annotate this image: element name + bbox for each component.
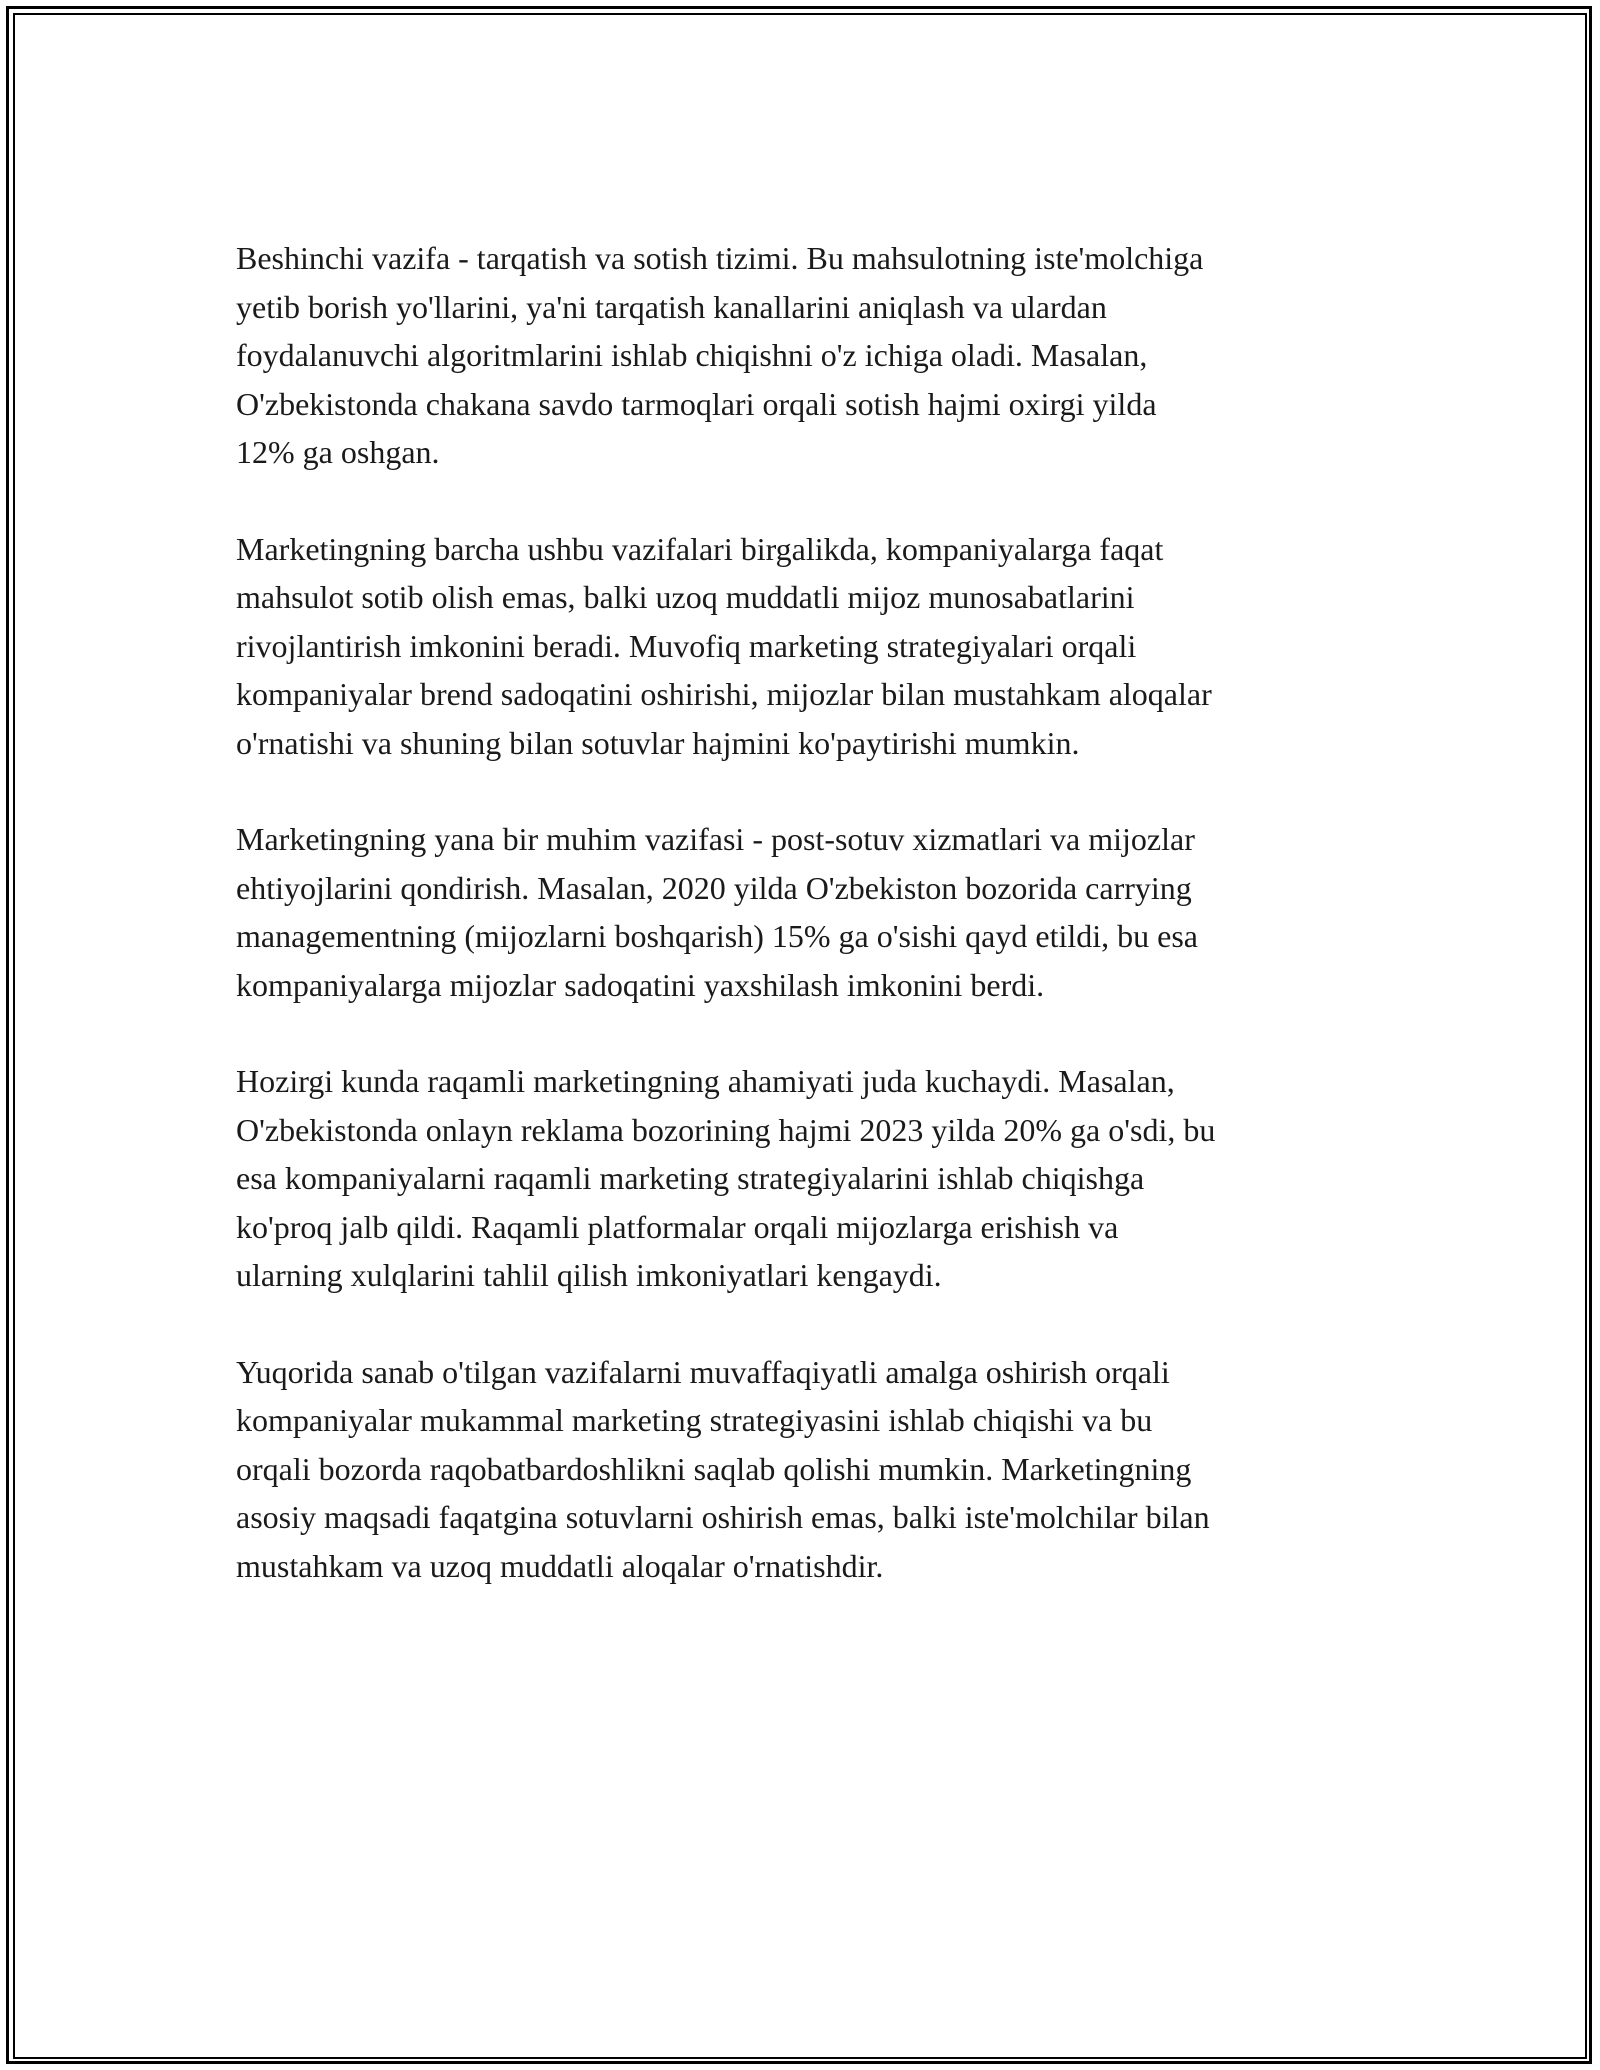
text-line: o'rnatishi va shuning bilan sotuvlar hajmini ko'paytirishi mumkin. (236, 724, 1080, 761)
paragraph-distribution (236, 234, 1376, 477)
text-line: Hozirgi kunda raqamli marketingning ahamiyati juda kuchaydi. Masalan, (236, 1063, 1175, 1099)
text-line: orqali bozorda raqobatbardoshlikni saqlab qolishi mumkin. Marketingning (236, 1450, 1192, 1487)
text-line: Beshinchi vazifa - tarqatish va sotish tizimi. Bu mahsulotning iste'molchiga (236, 240, 1204, 276)
text-line: kompaniyalar mukammal marketing strategiyasini ishlab chiqishi va bu (236, 1402, 1153, 1438)
document-body (236, 234, 1376, 1638)
text-line: ko'proq jalb qildi. Raqamli platformalar orqali mijozlarga erishish va (236, 1208, 1119, 1245)
text-line: 12% ga oshgan. (236, 434, 440, 470)
text-line: managementning (mijozlarni boshqarish) 15% ga o'sishi qayd etildi, bu esa (236, 918, 1198, 954)
text-line: kompaniyalar brend sadoqatini oshirishi, mijozlar bilan mustahkam aloqalar (236, 676, 1212, 712)
text-line: kompaniyalarga mijozlar sadoqatini yaxshilash imkonini berdi. (236, 966, 1045, 1003)
text-line: O'zbekistonda chakana savdo tarmoqlari orqali sotish hajmi oxirgi yilda (236, 385, 1157, 422)
text-line: esa kompaniyalarni raqamli marketing strategiyalarini ishlab chiqishga (236, 1160, 1145, 1196)
text-line: mahsulot sotib olish emas, balki uzoq muddatli mijoz munosabatlarini (236, 579, 1135, 615)
text-line: yetib borish yo'llarini, ya'ni tarqatish kanallarini aniqlash va ulardan (236, 288, 1107, 325)
text-line: ehtiyojlarini qondirish. Masalan, 2020 yilda O'zbekiston bozorida carrying (236, 869, 1192, 906)
paragraph-conclusion (236, 1348, 1376, 1591)
text-line: Marketingning yana bir muhim vazifasi - post-sotuv xizmatlari va mijozlar (236, 821, 1195, 857)
text-line: ularning xulqlarini tahlil qilish imkoniyatlari kengaydi. (236, 1257, 942, 1293)
text-line: rivojlantirish imkonini beradi. Muvofiq marketing strategiyalari orqali (236, 627, 1137, 664)
text-line: asosiy maqsadi faqatgina sotuvlarni oshirish emas, balki iste'molchilar bilan (236, 1499, 1210, 1535)
text-line: mustahkam va uzoq muddatli aloqalar o'rnatishdir. (236, 1547, 884, 1584)
paragraph-digital-marketing (236, 1057, 1376, 1300)
text-line: O'zbekistonda onlayn reklama bozorining hajmi 2023 yilda 20% ga o'sdi, bu (236, 1111, 1216, 1148)
text-line: foydalanuvchi algoritmlarini ishlab chiqishni o'z ichiga oladi. Masalan, (236, 337, 1148, 373)
text-line: Marketingning barcha ushbu vazifalari birgalikda, kompaniyalarga faqat (236, 530, 1164, 567)
paragraph-combined-tasks (236, 525, 1376, 768)
text-line: Yuqorida sanab o'tilgan vazifalarni muvaffaqiyatli amalga oshirish orqali (236, 1353, 1170, 1390)
paragraph-post-sales (236, 815, 1376, 1009)
